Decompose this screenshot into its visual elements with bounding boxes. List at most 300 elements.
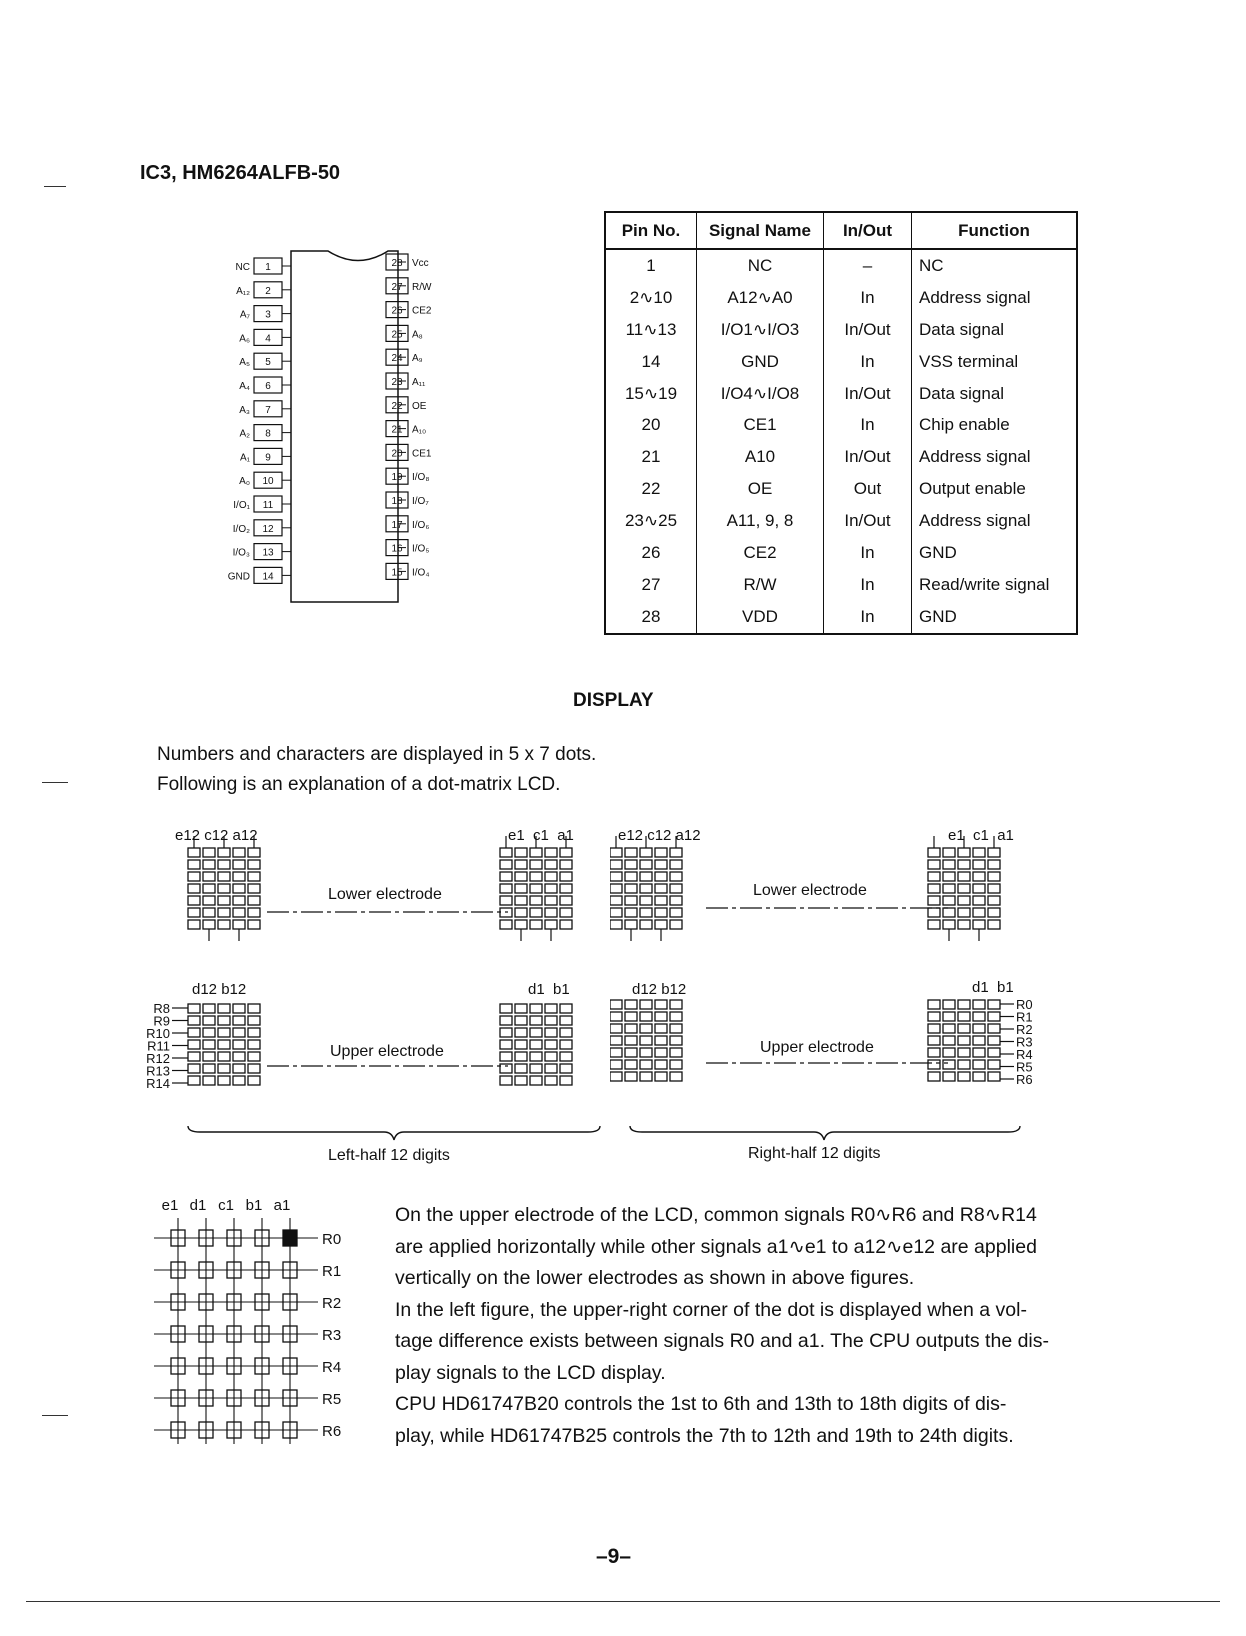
- lcd-dot: [655, 920, 667, 929]
- col-header-pin-no: Pin No.: [605, 212, 697, 249]
- lcd-dot: [560, 1052, 572, 1061]
- signal-name-cell: I/O4∿I/O8: [697, 378, 824, 410]
- ic-pin-number: 12: [262, 523, 274, 535]
- lcd-dot: [973, 1060, 985, 1069]
- lcd-dot: [958, 896, 970, 905]
- dot-matrix-5x7: [928, 1000, 1000, 1081]
- dot-matrix-5x7: [610, 1000, 682, 1081]
- lcd-dot: [515, 908, 527, 917]
- lcd-dot: [670, 1024, 682, 1033]
- lcd-dot: [988, 884, 1000, 893]
- lcd-dot: [545, 1040, 557, 1049]
- lcd-dot: [500, 1076, 512, 1085]
- row-signal-label: R3: [1016, 1034, 1033, 1050]
- lcd-dot: [625, 1000, 637, 1009]
- lcd-dot: [670, 860, 682, 869]
- lcd-dot: [560, 1076, 572, 1085]
- lcd-dot: [988, 1012, 1000, 1021]
- lcd-dot: [248, 896, 260, 905]
- function-cell: Chip enable: [912, 409, 1078, 441]
- lcd-dot: [248, 1064, 260, 1073]
- function-cell: Address signal: [912, 441, 1078, 473]
- row-signal-label: R14: [146, 1076, 170, 1091]
- lcd-dot: [928, 1012, 940, 1021]
- left-upper-electrode-label: Upper electrode: [330, 1043, 444, 1060]
- left-half-caption: Left-half 12 digits: [328, 1147, 450, 1164]
- pin-no-cell: 15∿19: [605, 378, 697, 410]
- dot-col-label: c1: [218, 1197, 234, 1214]
- lcd-dot: [248, 872, 260, 881]
- lcd-dot: [655, 848, 667, 857]
- lcd-dot: [248, 920, 260, 929]
- pin-no-cell: 28: [605, 601, 697, 634]
- function-cell: Address signal: [912, 505, 1078, 537]
- lcd-dot: [655, 1036, 667, 1045]
- lcd-dot: [973, 1072, 985, 1081]
- lcd-dot: [928, 1072, 940, 1081]
- lcd-dot: [218, 872, 230, 881]
- lcd-dot: [625, 1048, 637, 1057]
- lcd-dot: [988, 872, 1000, 881]
- lcd-dot: [943, 872, 955, 881]
- ic-pin-label: I/O₃: [232, 547, 250, 559]
- lcd-dot: [640, 1024, 652, 1033]
- lcd-dot: [988, 1060, 1000, 1069]
- ic-pin-label: A₁₁: [412, 377, 426, 388]
- dot-col-label: b1: [245, 1197, 263, 1214]
- ic-pin-number: 6: [265, 381, 271, 392]
- row-signal-label: R5: [1016, 1059, 1033, 1075]
- lcd-dot: [958, 1012, 970, 1021]
- table-row: [605, 441, 1077, 473]
- lcd-dot: [203, 860, 215, 869]
- lcd-dot: [233, 884, 245, 893]
- lcd-dot: [655, 1072, 667, 1081]
- lcd-dot: [530, 1040, 542, 1049]
- in-out-cell: In/Out: [824, 441, 912, 473]
- in-out-cell: In/Out: [824, 505, 912, 537]
- ic-pin-number: 23: [391, 377, 403, 388]
- row-signal-label: R13: [146, 1063, 170, 1079]
- ic-pin-number: 25: [391, 329, 403, 341]
- ic-pin-right: [386, 444, 432, 460]
- lcd-dot: [515, 884, 527, 893]
- lcd-dot: [500, 848, 512, 857]
- signal-name-cell: I/O1∿I/O3: [697, 314, 824, 346]
- lcd-dot: [560, 872, 572, 881]
- lcd-dot: [545, 848, 557, 857]
- table-row: [605, 282, 1077, 314]
- ic-pin-number: 3: [265, 309, 271, 321]
- lcd-dot: [625, 848, 637, 857]
- function-cell: GND: [912, 601, 1078, 634]
- ic-pin-number: 2: [265, 285, 271, 297]
- lcd-dot: [973, 1048, 985, 1057]
- lcd-dot: [640, 848, 652, 857]
- right-half-caption: Right-half 12 digits: [748, 1145, 881, 1162]
- ic-pin-number: 14: [262, 571, 274, 583]
- in-out-cell: –: [824, 249, 912, 282]
- lcd-dot: [203, 1040, 215, 1049]
- lcd-dot: [188, 1064, 200, 1073]
- lcd-dot: [188, 848, 200, 857]
- lcd-dot: [655, 1024, 667, 1033]
- lcd-dot: [188, 920, 200, 929]
- lcd-dot: [515, 1016, 527, 1025]
- lcd-dot: [233, 908, 245, 917]
- lcd-dot: [670, 896, 682, 905]
- ic-pin-right: [386, 254, 429, 270]
- lcd-dot: [625, 896, 637, 905]
- lcd-dot: [988, 1000, 1000, 1009]
- lcd-dot: [973, 860, 985, 869]
- lcd-dot: [670, 1048, 682, 1057]
- lcd-dot: [988, 848, 1000, 857]
- lcd-dot: [530, 1052, 542, 1061]
- lcd-dot: [188, 1052, 200, 1061]
- ic-pin-left: [228, 567, 291, 583]
- lcd-dot: [988, 896, 1000, 905]
- pin-no-cell: 22: [605, 473, 697, 505]
- lcd-dot: [203, 1076, 215, 1085]
- lcd-dot: [973, 848, 985, 857]
- left-lower-electrode-label: Lower electrode: [328, 886, 442, 903]
- lcd-dot: [958, 860, 970, 869]
- lcd-dot: [625, 920, 637, 929]
- row-signal-label: R0: [1016, 997, 1033, 1012]
- lcd-dot: [610, 920, 622, 929]
- dot-matrix-5x7: [500, 836, 572, 941]
- ic-pin-label: OE: [412, 400, 427, 412]
- explanation-line: play signals to the LCD display.: [395, 1361, 666, 1384]
- in-out-cell: In/Out: [824, 378, 912, 410]
- lcd-dot: [233, 848, 245, 857]
- lcd-dot: [203, 1028, 215, 1037]
- lcd-dot: [958, 920, 970, 929]
- signal-name-cell: A12∿A0: [697, 282, 824, 314]
- ic-pin-number: 4: [265, 333, 271, 345]
- dot-matrix-5x7: [928, 836, 1000, 941]
- ic-body: [291, 251, 398, 602]
- lcd-dot: [500, 1004, 512, 1013]
- dot-row-label: R2: [322, 1295, 342, 1312]
- lcd-dot: [218, 884, 230, 893]
- row-signal-label: R1: [1016, 1009, 1033, 1025]
- lcd-dot: [500, 920, 512, 929]
- lcd-dot: [218, 920, 230, 929]
- signal-name-cell: NC: [697, 249, 824, 282]
- lcd-dot: [248, 1028, 260, 1037]
- lcd-dot: [610, 896, 622, 905]
- lcd-dot: [943, 848, 955, 857]
- explanation-line: CPU HD61747B20 controls the 1st to 6th and 13th to 18th digits of dis-: [395, 1393, 1007, 1415]
- left-half-lcd-diagram: [130, 820, 610, 1165]
- lcd-dot: [515, 872, 527, 881]
- lcd-dot: [610, 1012, 622, 1021]
- lcd-dot: [610, 908, 622, 917]
- pin-function-table: [604, 211, 1078, 635]
- lcd-dot: [560, 920, 572, 929]
- lcd-dot: [248, 908, 260, 917]
- lcd-dot: [500, 1016, 512, 1025]
- ic-pin-number: 16: [391, 543, 403, 555]
- ic-pin-number: 5: [265, 357, 271, 369]
- lcd-dot: [958, 848, 970, 857]
- lcd-dot: [500, 1052, 512, 1061]
- lcd-dot: [545, 1064, 557, 1073]
- explanation-line: vertically on the lower electrodes as shown in above figures.: [395, 1267, 915, 1289]
- lcd-dot: [943, 1060, 955, 1069]
- lcd-dot: [218, 1052, 230, 1061]
- lcd-dot: [973, 1012, 985, 1021]
- dot-row-label: R3: [322, 1327, 342, 1344]
- lcd-dot: [515, 1064, 527, 1073]
- ic-pin-label: I/O₂: [232, 523, 250, 535]
- pin-no-cell: 26: [605, 537, 697, 569]
- lcd-dot: [218, 1040, 230, 1049]
- lcd-dot: [655, 1048, 667, 1057]
- lcd-dot: [640, 1012, 652, 1021]
- lcd-dot: [610, 1024, 622, 1033]
- dot-row-label: R1: [322, 1263, 342, 1280]
- ic-pin-number: 1: [265, 262, 271, 273]
- lcd-dot: [515, 860, 527, 869]
- dot-col-label: d1: [189, 1197, 207, 1214]
- ic-pin-number: 28: [391, 258, 403, 269]
- lcd-dot: [188, 1016, 200, 1025]
- ic-pin-label: A₂: [239, 428, 250, 440]
- lcd-dot: [530, 884, 542, 893]
- row-signal-label: R9: [153, 1013, 170, 1029]
- lcd-dot: [670, 884, 682, 893]
- table-row: [605, 569, 1077, 601]
- row-signal-label: R4: [1016, 1047, 1033, 1062]
- function-cell: Output enable: [912, 473, 1078, 505]
- ic-pin-label: A₁: [239, 452, 250, 464]
- lcd-dot: [928, 908, 940, 917]
- lcd-dot: [670, 872, 682, 881]
- lcd-dot: [928, 872, 940, 881]
- lcd-dot: [218, 1064, 230, 1073]
- ic-pin-label: I/O₆: [412, 519, 430, 531]
- ic-pin-label: R/W: [412, 281, 432, 293]
- ic-pin-label: I/O₇: [412, 496, 429, 507]
- ic-pin-label: A₃: [239, 404, 250, 416]
- lcd-dot: [560, 1064, 572, 1073]
- display-intro-line-2: Following is an explanation of a dot-matrix LCD.: [157, 774, 561, 795]
- dot-matrix-5x7: [610, 836, 682, 941]
- lcd-dot: [203, 920, 215, 929]
- lcd-dot: [670, 1012, 682, 1021]
- ic-pin-label: A₁₂: [236, 285, 250, 297]
- lcd-dot: [610, 884, 622, 893]
- lcd-dot: [233, 896, 245, 905]
- table-row: [605, 346, 1077, 378]
- ic-pin-label: CE2: [412, 305, 432, 317]
- lcd-dot: [500, 860, 512, 869]
- ic-pin-label: I/O₁: [233, 500, 250, 511]
- row-signal-label: R10: [146, 1026, 170, 1041]
- lcd-dot: [515, 1076, 527, 1085]
- lcd-dot: [560, 1016, 572, 1025]
- dot-matrix-5x7: [188, 1004, 260, 1085]
- lcd-dot: [530, 920, 542, 929]
- lcd-dot: [973, 1000, 985, 1009]
- lcd-dot: [943, 1012, 955, 1021]
- table-row: [605, 473, 1077, 505]
- left-bottom-left-label: d12 b12: [192, 981, 247, 998]
- lcd-dot: [560, 860, 572, 869]
- explanation-line: On the upper electrode of the LCD, common signals R0∿R6 and R8∿R14: [395, 1204, 1037, 1226]
- lcd-dot: [610, 872, 622, 881]
- lcd-dot: [640, 1036, 652, 1045]
- lcd-dot: [560, 1004, 572, 1013]
- ic-pin-label: A₈: [412, 329, 423, 341]
- lcd-dot: [233, 860, 245, 869]
- lcd-dot: [188, 872, 200, 881]
- lcd-dot: [188, 860, 200, 869]
- right-top-right-label: e1 c1 a1: [948, 827, 1014, 844]
- lcd-dot: [640, 872, 652, 881]
- lcd-dot: [988, 1072, 1000, 1081]
- lcd-dot: [545, 1028, 557, 1037]
- bottom-rule: [26, 1601, 1220, 1602]
- ic-pinout-diagram: [200, 240, 480, 610]
- dot-col-label: e1: [161, 1197, 179, 1214]
- lcd-dot: [218, 1028, 230, 1037]
- lcd-dot: [625, 908, 637, 917]
- ic-pin-right: [386, 302, 432, 318]
- lcd-dot: [928, 1048, 940, 1057]
- lcd-dot: [530, 1028, 542, 1037]
- lcd-dot: [233, 1052, 245, 1061]
- ic-pin-number: 13: [262, 547, 274, 559]
- signal-name-cell: A11, 9, 8: [697, 505, 824, 537]
- lcd-dot: [670, 1000, 682, 1009]
- row-signal-label: R12: [146, 1051, 170, 1066]
- lcd-dot: [640, 1000, 652, 1009]
- lcd-dot: [625, 1036, 637, 1045]
- lcd-dot: [248, 884, 260, 893]
- left-top-right-label: e1 c1 a1: [508, 827, 574, 844]
- right-upper-electrode-label: Upper electrode: [760, 1039, 874, 1056]
- lcd-dot: [640, 884, 652, 893]
- lcd-dot: [188, 1004, 200, 1013]
- ic-pin-label: A₅: [239, 357, 250, 369]
- right-bottom-right-label: d1 b1: [972, 979, 1014, 996]
- lcd-dot: [928, 896, 940, 905]
- lcd-dot: [233, 1004, 245, 1013]
- lcd-dot: [928, 920, 940, 929]
- lcd-dot: [640, 860, 652, 869]
- lcd-dot: [203, 884, 215, 893]
- lcd-dot: [233, 1076, 245, 1085]
- pin-no-cell: 27: [605, 569, 697, 601]
- pin-no-cell: 21: [605, 441, 697, 473]
- lcd-dot: [203, 1064, 215, 1073]
- ic-pin-right: [386, 468, 429, 484]
- lcd-dot: [958, 1000, 970, 1009]
- lcd-dot: [560, 908, 572, 917]
- left-half-brace: [188, 1126, 600, 1140]
- in-out-cell: In: [824, 409, 912, 441]
- dot-row-label: R5: [322, 1391, 342, 1408]
- lcd-dot: [943, 1072, 955, 1081]
- lcd-dot: [515, 1052, 527, 1061]
- ic-pin-left: [239, 472, 291, 488]
- ic-pin-label: NC: [235, 262, 250, 273]
- in-out-cell: In: [824, 569, 912, 601]
- lcd-dot: [670, 1072, 682, 1081]
- lcd-dot: [655, 1060, 667, 1069]
- table-row: [605, 537, 1077, 569]
- lcd-dot: [233, 1040, 245, 1049]
- lcd-dot: [500, 1028, 512, 1037]
- ic-pin-label: A₇: [239, 309, 250, 321]
- lcd-dot: [233, 1028, 245, 1037]
- lcd-dot: [188, 1040, 200, 1049]
- lcd-dot: [203, 872, 215, 881]
- lcd-dot: [958, 1072, 970, 1081]
- dot-row-label: R6: [322, 1423, 342, 1440]
- lcd-dot: [515, 848, 527, 857]
- lcd-dot: [625, 1072, 637, 1081]
- signal-name-cell: CE2: [697, 537, 824, 569]
- lcd-dot: [958, 872, 970, 881]
- lcd-dot: [233, 1016, 245, 1025]
- lcd-dot: [218, 1076, 230, 1085]
- lcd-dot: [958, 1036, 970, 1045]
- lcd-dot: [218, 1004, 230, 1013]
- lcd-dot: [515, 896, 527, 905]
- lcd-dot: [958, 1048, 970, 1057]
- lcd-dot: [625, 872, 637, 881]
- ic-pin-right: [386, 397, 427, 413]
- dot-col-label: a1: [273, 1197, 291, 1214]
- ic-pin-number: 11: [262, 500, 274, 511]
- ic-pin-left: [236, 258, 291, 274]
- lcd-dot: [545, 884, 557, 893]
- lcd-dot: [248, 1004, 260, 1013]
- explanation-line: In the left figure, the upper-right corner of the dot is displayed when a vol-: [395, 1298, 1027, 1321]
- ic-pin-left: [239, 329, 291, 345]
- lcd-dot: [233, 872, 245, 881]
- pin-no-cell: 14: [605, 346, 697, 378]
- lcd-dot: [943, 884, 955, 893]
- ic-pin-label: A₁₀: [412, 424, 427, 436]
- lcd-dot: [500, 1040, 512, 1049]
- lcd-dot: [610, 1060, 622, 1069]
- lcd-dot: [655, 908, 667, 917]
- lcd-dot: [928, 1000, 940, 1009]
- ic-pin-right: [386, 421, 426, 437]
- margin-mark: [44, 186, 66, 187]
- lcd-dot: [218, 908, 230, 917]
- lcd-dot: [973, 896, 985, 905]
- lcd-dot: [188, 896, 200, 905]
- lcd-dot: [500, 1064, 512, 1073]
- in-out-cell: In: [824, 537, 912, 569]
- lcd-dot: [640, 920, 652, 929]
- lcd-dot: [943, 908, 955, 917]
- lcd-dot: [218, 848, 230, 857]
- lcd-dot: [973, 872, 985, 881]
- lcd-dot: [188, 884, 200, 893]
- row-signal-label: R11: [147, 1038, 170, 1054]
- right-half-brace: [630, 1126, 1020, 1140]
- lcd-dot: [928, 1024, 940, 1033]
- ic-pin-left: [239, 401, 291, 417]
